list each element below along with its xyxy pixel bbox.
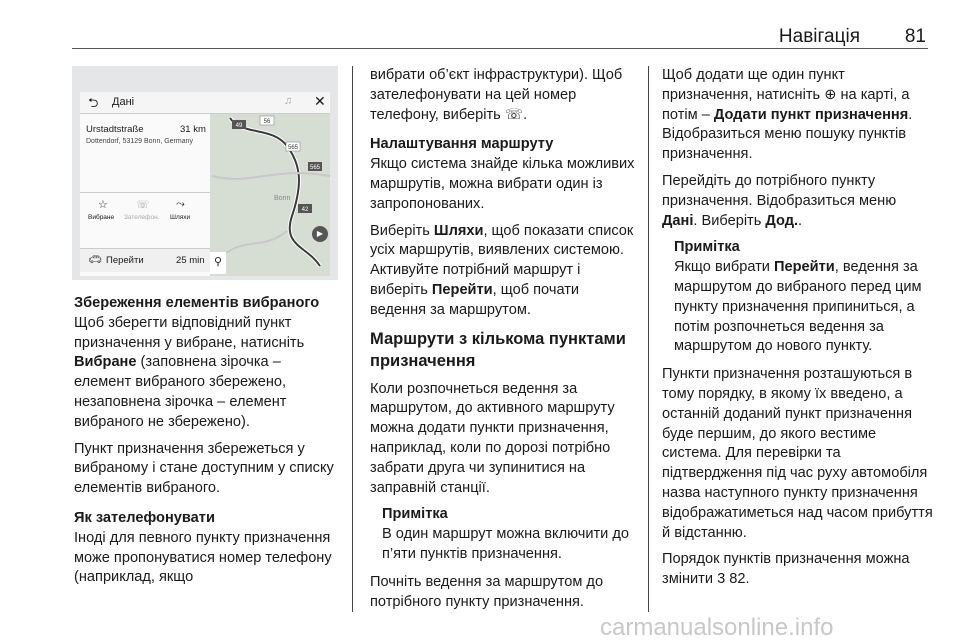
multi-paragraph-2: Почніть ведення за маршрутом до потрібного пункту призначення. — [370, 573, 604, 610]
multi-paragraph-1: Коли розпочнеться ведення за маршрутом, до активного маршруту можна додати пункти призначення, наприклад, коли по дорозі потрібно забрати друга чи зупинитися на заправній станції. — [370, 380, 615, 496]
note-title: Примітка — [674, 239, 740, 256]
column-divider — [352, 66, 353, 612]
page-number: 81 — [904, 26, 926, 47]
order-paragraph: Пункти призначення розташуються в тому порядку, в якому їх введено, а останній доданий пункт призначення буде першим, до якого вестиме система. Для перевірки та підтвердження під час руху автомобіля назва наступного пункту призначення відображатиметься над часом прибуття й відстанню. — [662, 366, 933, 541]
go-to-destination-paragraph: Перейдіть до потрібного пункту призначення. Відобразиться меню Дані. Виберіть Дод.. — [662, 172, 897, 229]
detail-title: Дані — [112, 96, 135, 108]
favorites-paragraph-2: Пункт призначення збережеться у вибраному і стане доступним у списку елементів вибраного. — [74, 440, 334, 497]
column-divider — [648, 66, 649, 612]
routes-icon: ⤳ — [176, 198, 185, 210]
detail-title-bar — [80, 92, 330, 114]
navigation-screenshot — [72, 66, 338, 280]
note-text: Якщо вибрати Перейти, ведення за маршрутом до вибраного перед цим пункту призначення припиниться, а потім розпочнеться ведення за маршрутом до нового пункту. — [674, 259, 922, 355]
destination-street: Urstadtstraße — [86, 124, 144, 135]
routes-label: Шляхи — [170, 214, 191, 221]
map-road-badge: 565 — [287, 145, 299, 151]
note — [370, 505, 638, 564]
route-settings-heading: Налаштування маршруту — [370, 136, 554, 153]
fav-label: Вибране — [88, 214, 115, 221]
phone-icon: ☏ — [504, 106, 524, 123]
note — [662, 238, 934, 357]
favorites-paragraph: Щоб зберегти відповідний пункт призначення у вибране, натисніть Вибране (заповнена зірочка – елемент вибраного збережено, незаповнена зірочка – елемент вибраного не збережено). — [74, 314, 305, 430]
multi-destination-heading: Маршрути з кількома пунктами призначення — [370, 329, 626, 370]
music-icon: ♫ — [284, 95, 293, 107]
destination-distance: 31 km — [180, 124, 206, 135]
phone-label: Зателефон. — [124, 214, 160, 221]
card-divider — [80, 192, 210, 193]
back-icon: ⮌ — [88, 95, 99, 110]
map-pin-icon: ⚲ — [210, 252, 226, 274]
map-road-badge: 42 — [301, 207, 309, 213]
header-rule — [72, 48, 928, 49]
add-destination-paragraph: Щоб додати ще один пункт призначення, натисніть ⊕ на карті, а потім – Додати пункт призначення. Відобразиться меню пошуку пунктів призначення. — [662, 67, 913, 163]
page-ref-icon: 3 — [717, 571, 726, 588]
star-icon: ☆ — [98, 199, 108, 211]
go-time: 25 min — [176, 255, 205, 266]
call-heading: Як зателефонувати — [74, 509, 215, 526]
change-order-paragraph: Порядок пунктів призначення можна змінити 3 82. — [662, 551, 910, 588]
watermark: carmanualsonline.info — [600, 614, 834, 641]
route-paragraph-2: Виберіть Шляхи, щоб показати список усіх маршрутів, виявлених системою. Активуйте потрібний маршрут і виберіть Перейти, щоб почати ведення за маршрутом. — [370, 222, 634, 318]
column-3 — [662, 66, 934, 597]
map-road-badge: 565 — [309, 165, 321, 171]
close-icon: ✕ — [314, 93, 326, 109]
car-icon: 🚗︎ — [88, 254, 102, 266]
favorites-heading: Збереження елементів вибраного — [74, 295, 320, 311]
go-button — [80, 248, 210, 272]
call-continued: вибрати об’єкт інфраструктури). Щоб зателефонувати на цей номер телефону, виберіть ☏. — [370, 67, 623, 123]
column-1 — [74, 294, 342, 595]
note-title: Примітка — [382, 506, 448, 523]
destination-address: Dottendorf, 53129 Bonn, Germany — [86, 138, 194, 145]
call-paragraph: Іноді для певного пункту призначення може пропонуватися номер телефону (наприклад, якщо — [74, 529, 332, 586]
column-2 — [370, 66, 638, 619]
section-title: Навігація — [778, 26, 860, 47]
route-paragraph-1: Якщо система знайде кілька можливих маршрутів, можна вибрати один із запропонованих. — [370, 156, 635, 212]
go-label: Перейти — [106, 255, 144, 266]
phone-icon: ☏ — [136, 199, 150, 211]
target-icon: ⊕ — [824, 86, 837, 103]
map-road-badge: 49 — [235, 123, 243, 129]
map-city-label: Bonn — [274, 195, 291, 202]
destination-card — [80, 114, 210, 276]
note-text: В один маршрут можна включити до п’яти пунктів призначення. — [382, 526, 630, 562]
play-icon: ▶ — [312, 226, 328, 242]
map-road-badge: 56 — [263, 119, 271, 125]
